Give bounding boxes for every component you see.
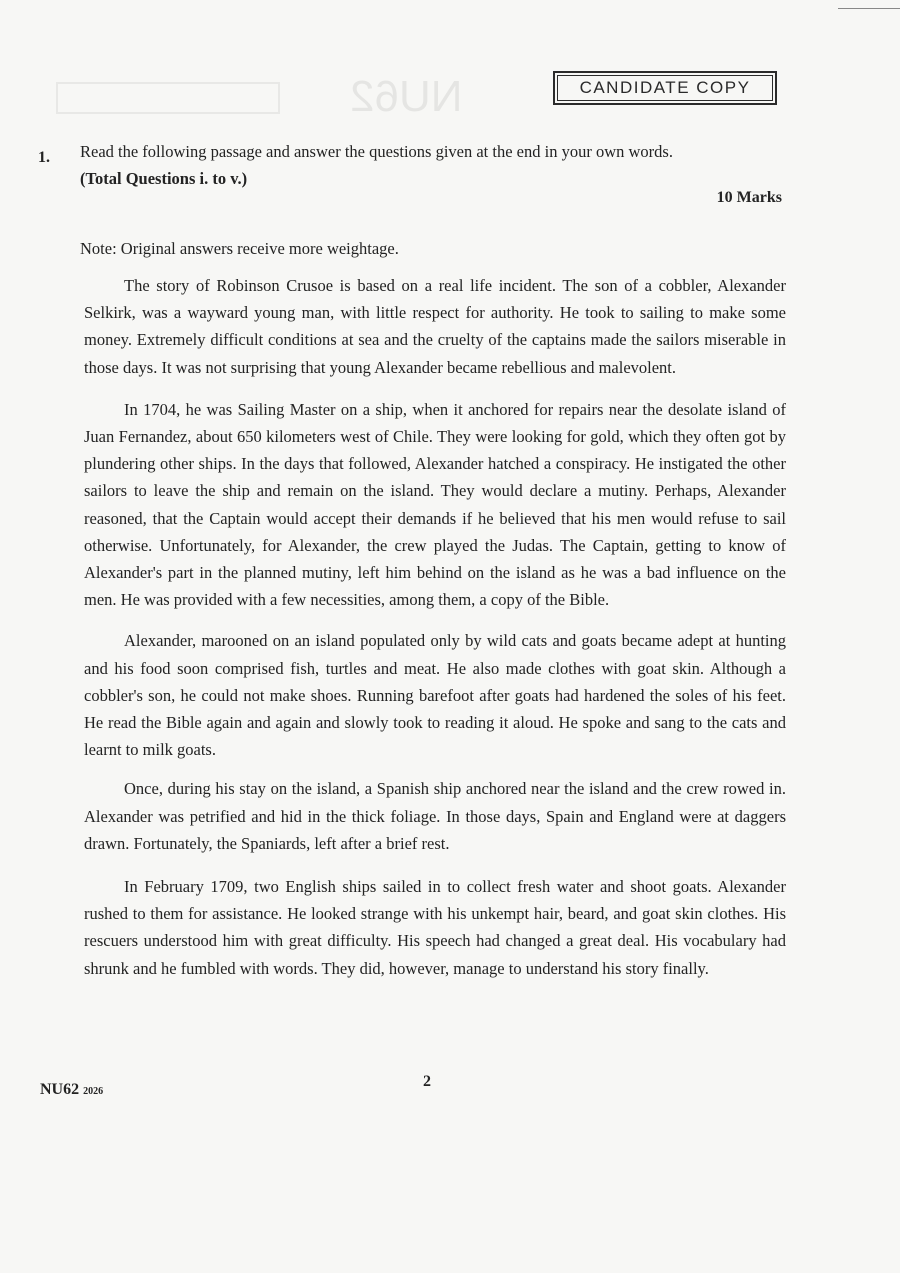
edge-line — [838, 8, 900, 9]
question-text: Read the following passage and answer the questions given at the end in your own words. — [80, 142, 673, 161]
passage-paragraph: The story of Robinson Crusoe is based on a real life incident. The son of a cobbler, Alexander Selkirk, was a wayward young man, with little respect for authority. He took to sailing to make some money. Extremely difficult conditions at sea and the cruelty of the captains made the sailors miserable in those days. It was not surprising that young Alexander became rebellious and malevolent. — [84, 276, 786, 377]
paper-code — [40, 1081, 103, 1099]
paper-code-label: NU62 — [40, 1081, 80, 1098]
question-instruction — [80, 138, 780, 192]
candidate-copy-stamp — [553, 71, 777, 105]
passage-paragraph: In February 1709, two English ships sailed in to collect fresh water and shoot goats. Alexander rushed to them for assistance. He looked strange with his unkempt hair, beard, and goat skin clothes. His rescuers understood him with great difficulty. His speech had changed a great deal. His vocabulary had shrunk and he fumbled with words. They did, however, manage to understand his story finally. — [84, 877, 786, 978]
reading-passage — [84, 272, 786, 982]
stamp-label: CANDIDATE COPY — [557, 75, 773, 101]
passage-paragraph: In 1704, he was Sailing Master on a ship, when it anchored for repairs near the desolate island of Juan Fernandez, about 650 kilometers west of Chile. They were looking for gold, which they often got by plundering other ships. In the days that followed, Alexander hatched a conspiracy. He instigated the other sailors to leave the ship and remain on the island. They would declare a mutiny. Perhaps, Alexander reasoned, that the Captain would accept their demands if he believed that his men would refuse to sail otherwise. Unfortunately, for Alexander, the crew played the Judas. The Captain, getting to know of Alexander's part in the planned mutiny, left him behind on the island as he was a bad influence on the men. He was provided with a few necessities, among them, a copy of the Bible. — [84, 399, 786, 610]
question-subtext: (Total Questions i. to v.) — [80, 169, 248, 188]
page-number: 2 — [423, 1073, 431, 1090]
paper-year: 2026 — [83, 1086, 104, 1097]
marks-label: 10 Marks — [716, 189, 782, 206]
bleed-through-text: NU62 — [350, 72, 463, 121]
note-text: Note: Original answers receive more weightage. — [80, 239, 399, 258]
passage-paragraph: Once, during his stay on the island, a Spanish ship anchored near the island and the crew rowed in. Alexander was petrified and hid in the thick foliage. In those days, Spain and England were at daggers drawn. Fortunately, the Spaniards, left after a brief rest. — [84, 779, 786, 853]
question-number: 1. — [38, 149, 50, 166]
bleed-through-box — [56, 82, 280, 114]
passage-paragraph: Alexander, marooned on an island populated only by wild cats and goats became adept at hunting and his food soon comprised fish, turtles and meat. He also made clothes with goat skin. Although a cobbler's son, he could not make shoes. Running barefoot after goats had hardened the soles of his feet. He read the Bible again and again and slowly took to reading it aloud. He spoke and sang to the cats and learnt to milk goats. — [84, 631, 786, 760]
